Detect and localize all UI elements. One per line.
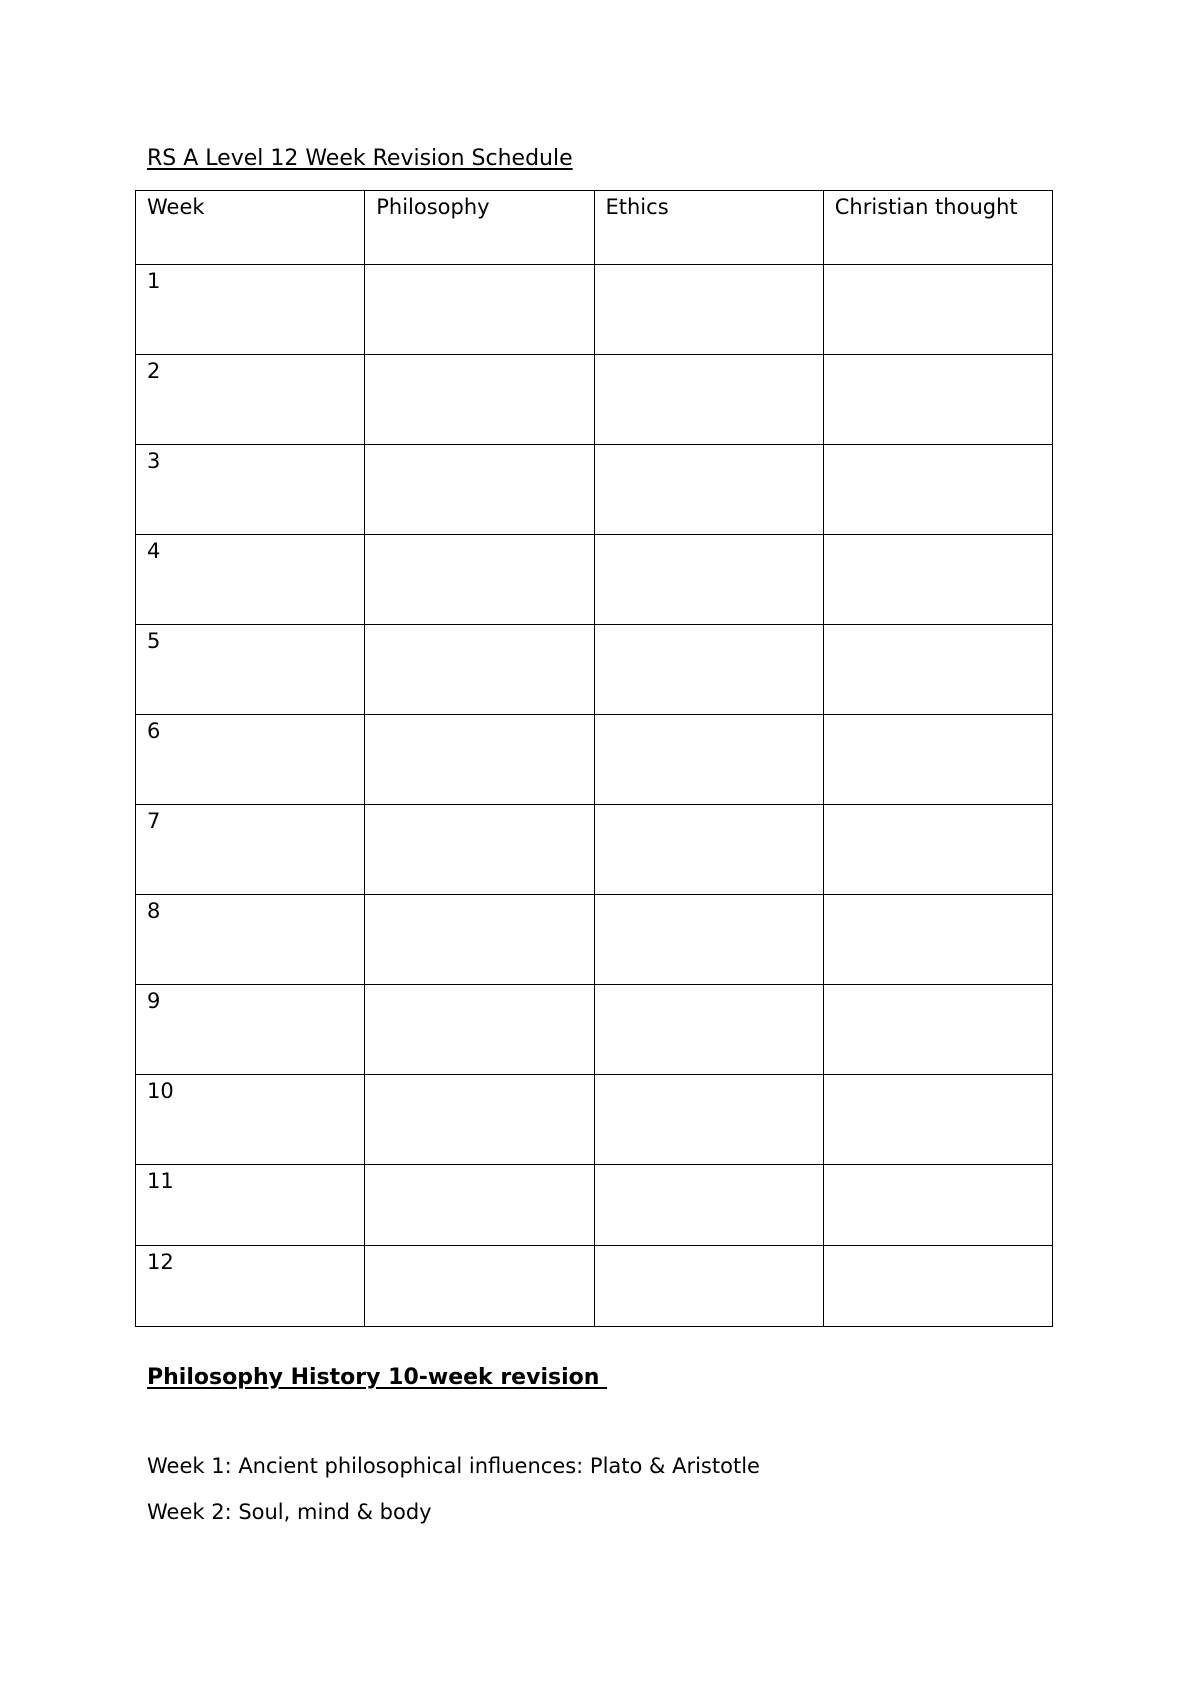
- week-number-cell: 4: [136, 535, 365, 625]
- philosophy-cell[interactable]: [365, 625, 594, 715]
- christian-thought-cell[interactable]: [823, 1165, 1052, 1246]
- plan-line-week-2: Week 2: Soul, mind & body: [147, 1500, 432, 1524]
- header-christian-thought: Christian thought: [823, 191, 1052, 265]
- christian-thought-cell[interactable]: [823, 715, 1052, 805]
- ethics-cell[interactable]: [594, 625, 823, 715]
- philosophy-cell[interactable]: [365, 1246, 594, 1327]
- christian-thought-cell[interactable]: [823, 805, 1052, 895]
- philosophy-cell[interactable]: [365, 265, 594, 355]
- table-row: [136, 265, 1053, 355]
- table-row: [136, 895, 1053, 985]
- week-number-cell: 10: [136, 1075, 365, 1165]
- week-number-cell: 9: [136, 985, 365, 1075]
- week-number-cell: 2: [136, 355, 365, 445]
- christian-thought-cell[interactable]: [823, 535, 1052, 625]
- philosophy-cell[interactable]: [365, 535, 594, 625]
- ethics-cell[interactable]: [594, 1246, 823, 1327]
- ethics-cell[interactable]: [594, 265, 823, 355]
- week-number-cell: 3: [136, 445, 365, 535]
- header-philosophy: Philosophy: [365, 191, 594, 265]
- week-number-cell: 7: [136, 805, 365, 895]
- week-number-cell: 11: [136, 1165, 365, 1246]
- week-number-cell: 1: [136, 265, 365, 355]
- ethics-cell[interactable]: [594, 715, 823, 805]
- table-row: [136, 355, 1053, 445]
- christian-thought-cell[interactable]: [823, 1075, 1052, 1165]
- ethics-cell[interactable]: [594, 1075, 823, 1165]
- week-number-cell: 8: [136, 895, 365, 985]
- table-row: [136, 1075, 1053, 1165]
- philosophy-cell[interactable]: [365, 355, 594, 445]
- philosophy-cell[interactable]: [365, 1075, 594, 1165]
- christian-thought-cell[interactable]: [823, 1246, 1052, 1327]
- christian-thought-cell[interactable]: [823, 355, 1052, 445]
- document-title: RS A Level 12 Week Revision Schedule: [147, 146, 573, 171]
- ethics-cell[interactable]: [594, 445, 823, 535]
- plan-line-week-1: Week 1: Ancient philosophical influences: Plato & Aristotle: [147, 1454, 760, 1478]
- table-row: [136, 1246, 1053, 1327]
- ethics-cell[interactable]: [594, 535, 823, 625]
- week-number-cell: 6: [136, 715, 365, 805]
- table-row: [136, 445, 1053, 535]
- header-week: Week: [136, 191, 365, 265]
- table-row: [136, 625, 1053, 715]
- philosophy-cell[interactable]: [365, 1165, 594, 1246]
- christian-thought-cell[interactable]: [823, 445, 1052, 535]
- ethics-cell[interactable]: [594, 895, 823, 985]
- table-header-row: [136, 191, 1053, 265]
- table-row: [136, 535, 1053, 625]
- ethics-cell[interactable]: [594, 1165, 823, 1246]
- header-ethics: Ethics: [594, 191, 823, 265]
- ethics-cell[interactable]: [594, 355, 823, 445]
- table-row: [136, 985, 1053, 1075]
- table-row: [136, 1165, 1053, 1246]
- christian-thought-cell[interactable]: [823, 265, 1052, 355]
- revision-schedule-table: [135, 190, 1053, 1327]
- ethics-cell[interactable]: [594, 805, 823, 895]
- christian-thought-cell[interactable]: [823, 895, 1052, 985]
- table-row: [136, 805, 1053, 895]
- week-number-cell: 5: [136, 625, 365, 715]
- ethics-cell[interactable]: [594, 985, 823, 1075]
- table-row: [136, 715, 1053, 805]
- christian-thought-cell[interactable]: [823, 985, 1052, 1075]
- week-number-cell: 12: [136, 1246, 365, 1327]
- philosophy-cell[interactable]: [365, 715, 594, 805]
- christian-thought-cell[interactable]: [823, 625, 1052, 715]
- philosophy-cell[interactable]: [365, 445, 594, 535]
- philosophy-cell[interactable]: [365, 985, 594, 1075]
- philosophy-cell[interactable]: [365, 805, 594, 895]
- philosophy-plan-heading: Philosophy History 10-week revision: [147, 1365, 608, 1390]
- philosophy-cell[interactable]: [365, 895, 594, 985]
